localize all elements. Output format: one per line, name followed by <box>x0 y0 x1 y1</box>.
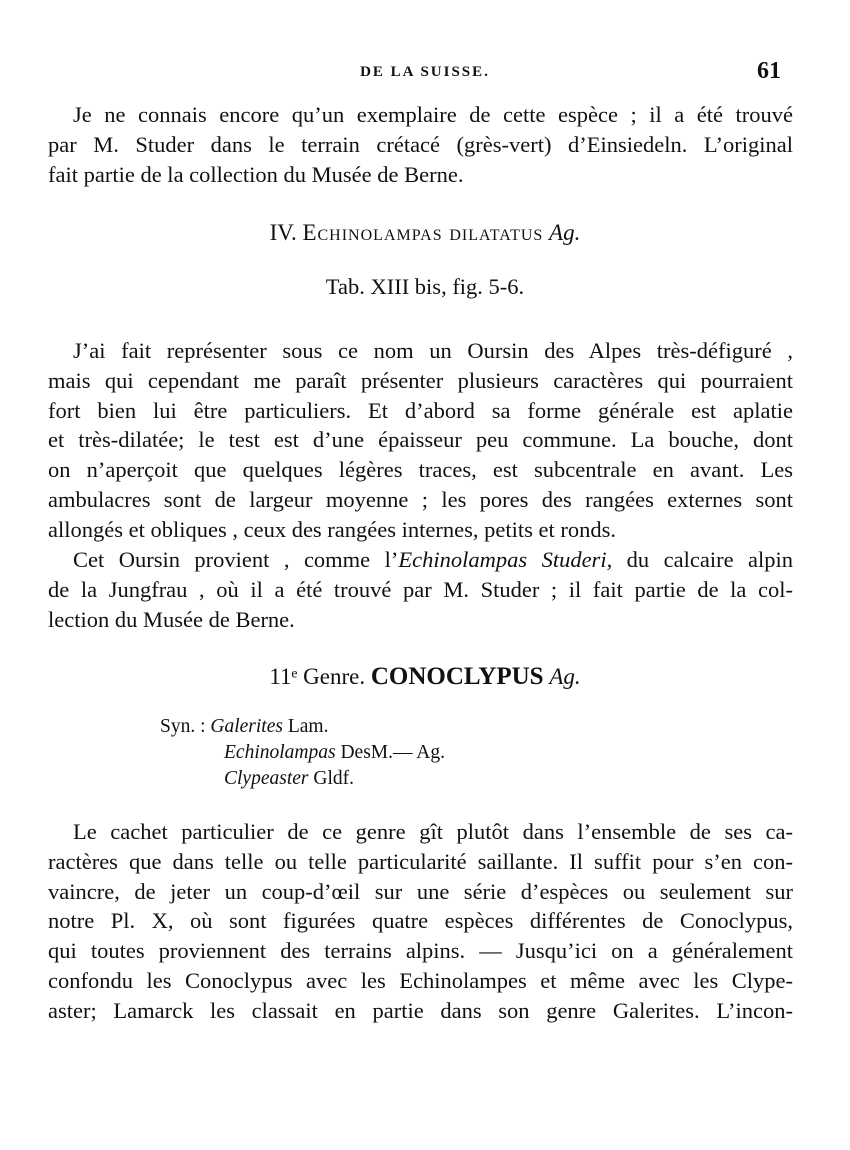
running-title: DE LA SUISSE. <box>360 64 490 80</box>
origin-text: Cet Oursin provient , comme l’ <box>73 547 399 572</box>
text-line: confondu les Conoclypus avec les Echinolampes et même avec les Clype- <box>48 967 793 993</box>
origin-text: du calcaire alpin <box>612 547 794 572</box>
species-name: Echinolampas dilatatus <box>302 220 544 245</box>
genus-heading <box>0 663 850 691</box>
text-line: fort bien lui être particuliers. Et d’abord sa forme générale est aplatie <box>48 397 793 423</box>
genus-label: Genre. <box>303 664 366 689</box>
species-heading <box>0 220 850 246</box>
synonym-item <box>160 766 445 792</box>
text-line: Je ne connais encore qu’un exemplaire de cette espèce ; il a été trouvé <box>73 102 793 127</box>
species-reference: Echinolampas Studeri, <box>398 547 613 572</box>
text-line: vaincre, de jeter un coup-d’œil sur une série d’espèces ou seulement sur <box>48 878 793 904</box>
species-number: IV. <box>269 220 297 245</box>
synonym-genus: Clypeaster <box>224 768 309 789</box>
genus-number: 11ᵉ <box>269 664 298 689</box>
text-line: allongés et obliques , ceux des rangées internes, petits et ronds. <box>48 516 616 542</box>
text-line: aster; Lamarck les classait en partie dans son genre Galerites. L’incon- <box>48 997 793 1023</box>
text-line: qui toutes proviennent des terrains alpins. — Jusqu’ici on a généralement <box>48 938 793 964</box>
synonym-author: Lam. <box>287 716 329 737</box>
genus-name: CONOCLYPUS <box>370 663 544 690</box>
species-description <box>48 336 793 545</box>
intro-paragraph <box>48 100 793 189</box>
text-line: lection du Musée de Berne. <box>48 606 295 632</box>
text-line: notre Pl. X, où sont figurées quatre espèces différentes de Conoclypus, <box>48 908 793 934</box>
synonym-item <box>160 740 445 766</box>
synonym-genus: Galerites <box>210 716 283 737</box>
text-line: J’ai fait représenter sous ce nom un Oursin des Alpes très-défiguré , <box>73 338 793 363</box>
synonym-author: DesM.— Ag. <box>340 742 445 763</box>
text-line: on n’aperçoit que quelques légères traces, est subcentrale en avant. Les <box>48 457 793 483</box>
species-author: Ag. <box>549 220 581 245</box>
genus-description <box>48 817 793 1026</box>
synonym-list <box>160 714 445 792</box>
text-line: Le cachet particulier de ce genre gît plutôt dans l’ensemble de ses ca- <box>73 819 793 844</box>
species-origin <box>48 545 793 634</box>
page-number: 61 <box>757 58 781 84</box>
text-line: ractères que dans telle ou telle particularité saillante. Il suffit pour s’en con- <box>48 848 793 874</box>
text-line: ambulacres sont de largeur moyenne ; les pores des rangées externes sont <box>48 486 793 512</box>
text-line: et très-dilatée; le test est d’une épaisseur peu commune. La bouche, dont <box>48 427 793 453</box>
text-line: de la Jungfrau , où il a été trouvé par M. Studer ; il fait partie de la col- <box>48 576 793 602</box>
synonym-genus: Echinolampas <box>224 742 336 763</box>
text-line: fait partie de la collection du Musée de Berne. <box>48 161 464 187</box>
synonym-label: Syn. : <box>160 716 206 737</box>
plate-reference: Tab. XIII bis, fig. 5-6. <box>325 274 525 299</box>
text-line <box>48 545 793 575</box>
synonym-author: Gldf. <box>313 768 354 789</box>
genus-author: Ag. <box>549 664 581 689</box>
text-line: mais qui cependant me paraît présenter plusieurs caractères qui pourraient <box>48 367 793 393</box>
text-line: par M. Studer dans le terrain crétacé (grès-vert) d’Einsiedeln. L’original <box>48 131 793 157</box>
synonym-item <box>160 714 445 740</box>
